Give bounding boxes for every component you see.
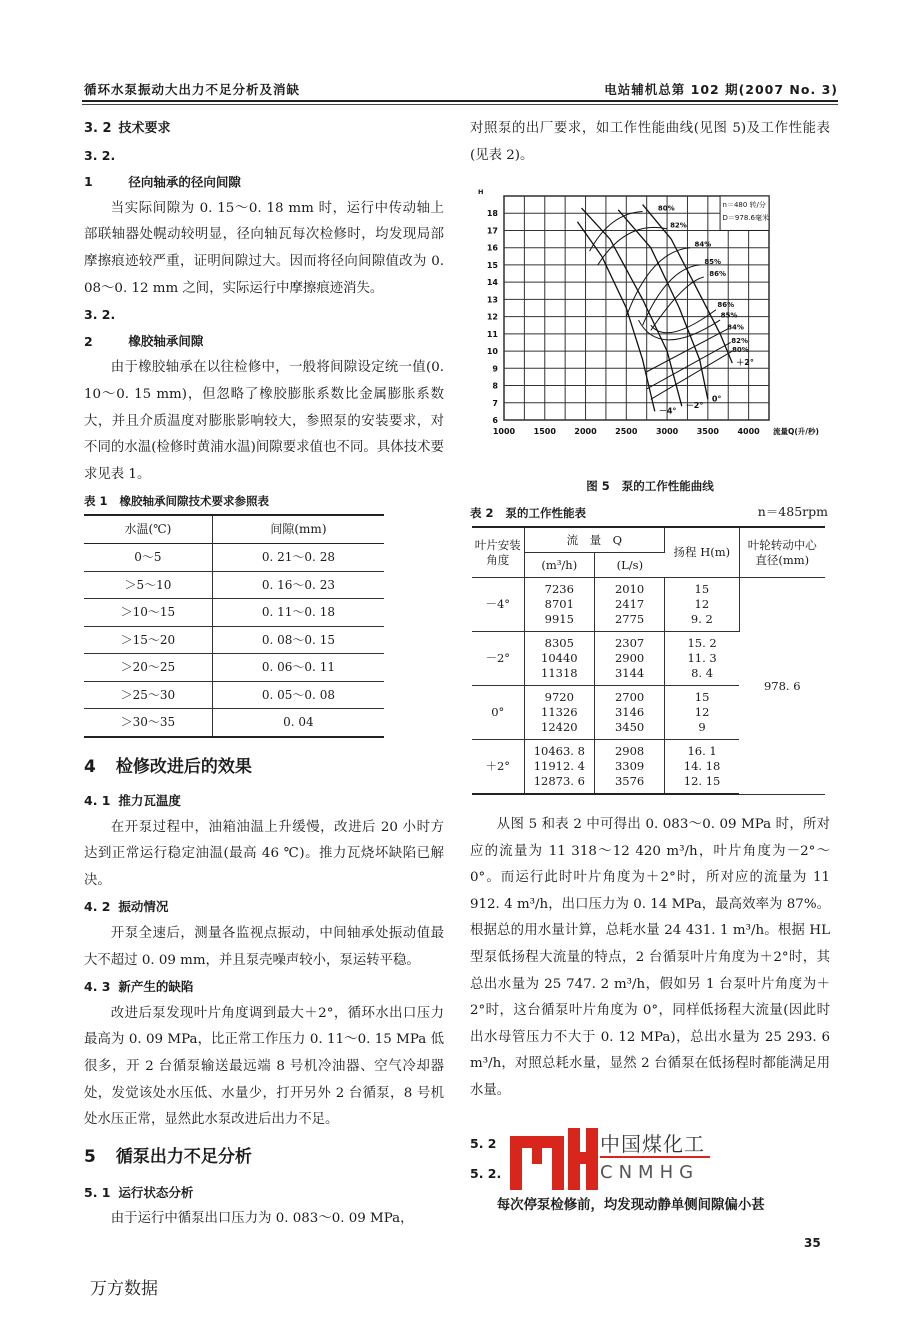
table2-value: 12873. 6 xyxy=(533,774,585,788)
table1-cell-temp: ＞15～20 xyxy=(84,626,212,654)
series-label: 0° xyxy=(711,394,722,404)
page-number: 35 xyxy=(804,1236,821,1250)
section-5-heading: 5 循泵出力不足分析 xyxy=(84,1146,252,1167)
section-5-2-heading: 5. 2 xyxy=(470,1136,497,1151)
paragraph-5-1: 由于运行中循泵出口压力为 0. 083～0. 09 MPa， xyxy=(110,1211,414,1227)
y-tick-label: 17 xyxy=(486,226,498,236)
section-4-3-heading: 4. 3 新产生的缺陷 xyxy=(84,979,194,995)
efficiency-label: 84% xyxy=(727,323,744,332)
table2-cell-m3h xyxy=(524,740,595,795)
table1-cell-temp: 0～5 xyxy=(84,543,212,571)
y-tick-label: 18 xyxy=(486,209,498,219)
logo-text-english: CNMHG xyxy=(600,1162,700,1183)
table1-cell-gap: 0. 16～0. 23 xyxy=(261,577,335,592)
paragraph-analysis: 从图 5 和表 2 中可得出 0. 083～0. 09 MPa 时，所对应的流量为 11 318～12 420 m³/h，叶片角度为－2°～0°。而运行此时叶片角度为＋2°时，所对应的流量为 11 912. 4 m³/h，出口压力为 0. 14 MPa，最高效率为 87%。根据总的用水量计算，总耗水量 24 431. 1 m³/h。根据 HL 型泵低扬程大流量的特点，2 台循泵叶片角度为＋2°时，其总出水量为 25 747. 2 m³/h，假如另 1 台泵叶片角度为＋2°时，这台循泵叶片角度为 0°，同样低扬程大流量(因此时出水母管压力不大于 0. 12 MPa)，总出水量为 25 293. 6 m³/h，对照总耗水量，显然 2 台循泵在低扬程时都能满足用水量。 xyxy=(470,817,830,1098)
efficiency-curve xyxy=(651,310,716,333)
table1 xyxy=(84,514,384,738)
efficiency-label: 80% xyxy=(657,204,675,213)
table2-value: 3576 xyxy=(614,774,645,788)
y-tick-label: 11 xyxy=(486,329,498,339)
table2-value: 16. 1 xyxy=(687,744,717,758)
running-header-left: 循环水泵振动大出力不足分析及消缺 xyxy=(84,82,301,97)
table2-value: 12 xyxy=(694,597,710,611)
table2-value: 15 xyxy=(694,582,710,596)
table2-value: 2900 xyxy=(614,651,645,665)
table2-value: 9. 2 xyxy=(690,612,713,626)
table2-value: 11. 3 xyxy=(687,651,717,665)
paragraph-3-2-1: 当实际间隙为 0. 15～0. 18 mm 时，运行中传动轴上部联轴器处幌动较明显，径向轴瓦每次检修时，均发现局部摩擦痕迹较严重，证明间隙过大。因而将径向间隙值改为 0. 08～0. 12 mm 之间，实际运行中摩擦痕迹消失。 xyxy=(84,200,444,296)
table2-value: 8701 xyxy=(544,597,574,611)
table1-row xyxy=(84,543,384,571)
x-axis-label: 流量Q(升/秒) xyxy=(773,427,819,436)
series-label: －2° xyxy=(685,401,704,411)
table2-cell-ls xyxy=(595,740,665,795)
efficiency-label: 80% xyxy=(732,345,749,354)
y-tick-label: 7 xyxy=(492,398,498,408)
table1-header-gap: 间隙(mm) xyxy=(270,522,327,537)
logo-mark-segment xyxy=(586,1128,598,1190)
series-label: ＋2° xyxy=(736,358,754,368)
x-tick-label: 3500 xyxy=(696,427,719,436)
table1-cell-temp: ＞20～25 xyxy=(84,654,212,682)
table2-header-head: 扬程 H(m) xyxy=(665,527,739,578)
table2-value: 2775 xyxy=(614,612,645,626)
y-tick-label: 9 xyxy=(492,364,498,374)
y-tick-label: 16 xyxy=(486,243,498,253)
efficiency-label: 85% xyxy=(704,257,722,266)
paragraph-3-2-2: 由于橡胶轴承在以往检修中，一般将间隙设定统一值(0. 10～0. 15 mm)，但忽略了橡胶膨胀系数比金属膨胀系数大，并且介质温度对膨胀影响较大，参照泵的安装要求，对不同的水温(检修时黄浦水温)间隙要求值也不同。具体技术要求见表 1。 xyxy=(84,360,444,482)
table1-row xyxy=(84,571,384,599)
table2-header-ls: (L/s) xyxy=(595,553,665,578)
table1-cell-gap: 0. 06～0. 11 xyxy=(261,660,335,675)
table2-value: 8305 xyxy=(544,636,574,650)
table2-caption-row xyxy=(470,502,828,521)
table2-cell-angle: ＋2° xyxy=(472,740,524,795)
logo-mark-segment xyxy=(510,1136,522,1190)
logo-mark-segment xyxy=(542,1136,552,1148)
table2-cell-head xyxy=(665,578,739,632)
table2-value: 2700 xyxy=(614,690,645,704)
right-column xyxy=(470,116,830,169)
table2-value: 3309 xyxy=(614,759,645,773)
y-tick-label: 12 xyxy=(486,312,498,322)
table1-row xyxy=(84,654,384,682)
table1-header-row xyxy=(84,515,384,543)
paragraph-4-3: 改进后泵发现叶片角度调到最大＋2°，循环水出口压力最高为 0. 09 MPa，比正常工作压力 0. 11～0. 15 MPa 低很多，开 2 台循泵输送最远端 8 号机冷油器、空气冷却器处，发觉该处水压低、水量少，打开另外 2 台循泵，8 号机处水压正常，显然此水泵改进后出力不足。 xyxy=(84,1005,444,1128)
table1-cell-gap: 0. 04 xyxy=(283,715,314,730)
watermark-wanfang: 万方数据 xyxy=(90,1279,158,1299)
cnmhg-logo xyxy=(510,1128,710,1192)
table2-header-angle: 叶片安装角度 xyxy=(472,527,524,578)
table2-caption: 表 2 泵的工作性能表 xyxy=(470,506,587,520)
table1-row xyxy=(84,681,384,709)
table2-cell-ls xyxy=(595,686,665,740)
y-tick-label: 8 xyxy=(492,381,498,391)
legend-text: n＝480 转/分 xyxy=(722,201,766,209)
table2-value: 2010 xyxy=(614,582,645,596)
table2-value: 2307 xyxy=(614,636,645,650)
table2-cell-m3h xyxy=(524,578,595,632)
table1-header-temp: 水温(℃) xyxy=(84,515,212,543)
table2-cell-angle: －4° xyxy=(472,578,524,632)
section-3-2-2-heading: 3. 2. 2 橡胶轴承间隙 xyxy=(84,307,204,349)
table2-cell-m3h xyxy=(524,632,595,686)
table1-cell-temp: ＞5～10 xyxy=(84,571,212,599)
table2 xyxy=(472,526,825,795)
x-tick-label: 2500 xyxy=(615,427,638,436)
table2-value: 2417 xyxy=(614,597,645,611)
table1-cell-temp: ＞10～15 xyxy=(84,599,212,627)
efficiency-label: 86% xyxy=(717,301,735,309)
paragraph-4-2: 开泵全速后，测量各监视点振动，中间轴承处振动值最大不超过 0. 09 mm，并且泵壳噪声较小，泵运转平稳。 xyxy=(84,926,444,968)
logo-mark-segment xyxy=(568,1128,580,1190)
figure5-caption: 图 5 泵的工作性能曲线 xyxy=(586,479,714,493)
section-5-1-heading: 5. 1 运行状态分析 xyxy=(84,1184,194,1200)
table1-row xyxy=(84,599,384,627)
table2-cell-angle: －2° xyxy=(472,632,524,686)
table1-cell-gap: 0. 05～0. 08 xyxy=(261,687,335,702)
right-column-lower xyxy=(470,812,830,1105)
table2-value: 14. 18 xyxy=(683,759,721,773)
table1-caption: 表 1 橡胶轴承间隙技术要求参照表 xyxy=(84,494,270,509)
paragraph-5-2-1: 每次停泵检修前，均发现动静单侧间隙偏小甚 xyxy=(496,1197,765,1213)
running-header-right: 电站辅机总第 102 期(2007 No. 3) xyxy=(604,82,838,97)
table1-cell-temp: ＞25～30 xyxy=(84,681,212,709)
efficiency-label: 84% xyxy=(694,240,712,249)
table2-value: 11326 xyxy=(541,705,578,719)
x-tick-label: 3000 xyxy=(655,427,679,436)
table2-value: 10463. 8 xyxy=(533,744,585,758)
table1-cell-gap: 0. 21～0. 28 xyxy=(261,549,335,564)
table2-value: 3450 xyxy=(614,720,645,734)
table2-value: 3146 xyxy=(614,705,645,719)
table2-value: 2908 xyxy=(614,744,645,758)
paragraph-continued: 对照泵的出厂要求，如工作性能曲线(见图 5)及工作性能表(见表 2)。 xyxy=(470,121,830,163)
y-tick-label: 14 xyxy=(486,278,498,288)
logo-mark-segment xyxy=(580,1152,586,1164)
section-3-2-heading: 3. 2 技术要求 xyxy=(84,121,171,136)
table2-cell-head xyxy=(665,632,739,686)
y-tick-label: 15 xyxy=(486,260,498,270)
table2-value: 3144 xyxy=(614,666,645,680)
table2-value: 8. 4 xyxy=(691,666,714,680)
y-tick-label: 6 xyxy=(492,416,498,425)
table2-value: 11318 xyxy=(541,666,578,680)
section-5-2-1-heading: 5. 2. xyxy=(470,1166,502,1181)
table2-value: 15 xyxy=(694,690,710,704)
efficiency-label: 86% xyxy=(709,269,726,278)
table2-value: 12 xyxy=(694,705,710,719)
table2-value: 15. 2 xyxy=(687,636,717,650)
section-4-2-heading: 4. 2 振动情况 xyxy=(84,899,169,915)
x-tick-label: 2000 xyxy=(574,427,597,436)
left-column xyxy=(84,116,444,1233)
y-tick-label: 13 xyxy=(486,295,498,305)
logo-text-chinese: 中国煤化工 xyxy=(600,1132,705,1156)
table1-cell-gap: 0. 08～0. 15 xyxy=(261,632,335,647)
efficiency-curve xyxy=(651,351,733,399)
table2-cell-m3h xyxy=(524,686,595,740)
pump-performance-chart xyxy=(474,182,834,457)
table2-row xyxy=(472,578,825,632)
table2-cell-ls xyxy=(595,632,665,686)
table2-cell-ls xyxy=(595,578,665,632)
table1-cell-gap: 0. 11～0. 18 xyxy=(261,605,335,620)
table2-value: 9720 xyxy=(544,690,574,704)
table2-value: 9915 xyxy=(544,612,574,626)
logo-mark-segment xyxy=(532,1136,542,1164)
header-rule-thin xyxy=(82,104,838,105)
table2-value: 12. 15 xyxy=(683,774,721,788)
legend-text: D＝978.6毫米 xyxy=(722,214,769,222)
y-axis-label: H xyxy=(478,188,484,196)
table2-header-m3h: (m³/h) xyxy=(524,553,595,578)
x-tick-label: 1500 xyxy=(533,427,556,436)
mh-logo-mark-icon xyxy=(510,1128,600,1190)
table2-value: 10440 xyxy=(541,651,578,665)
table2-cell-diameter: 978. 6 xyxy=(739,578,825,795)
efficiency-label: 82% xyxy=(670,221,687,230)
table2-cell-head xyxy=(665,740,739,795)
table2-cell-angle: 0° xyxy=(472,686,524,740)
table1-row xyxy=(84,709,384,737)
table2-header-diameter: 叶轮转动中心直径(mm) xyxy=(739,527,825,578)
section-4-1-heading: 4. 1 推力瓦温度 xyxy=(84,793,181,809)
table2-value: 11912. 4 xyxy=(533,759,585,773)
y-tick-label: 10 xyxy=(486,347,498,357)
section-4-heading: 4 检修改进后的效果 xyxy=(84,757,252,778)
table1-cell-temp: ＞30～35 xyxy=(84,709,212,737)
x-tick-label: 4000 xyxy=(737,427,760,436)
header-rule xyxy=(82,100,838,102)
table2-header-flow: 流 量 Q xyxy=(524,527,665,553)
x-tick-label: 1000 xyxy=(492,427,516,436)
table1-row xyxy=(84,626,384,654)
table2-value: 7236 xyxy=(544,582,574,596)
paragraph-4-1: 在开泵过程中，油箱油温上升缓慢，改进后 20 小时方达到正常运行稳定油温(最高 46 ℃)。推力瓦烧坏缺陷已解决。 xyxy=(84,819,444,888)
logo-mark-segment xyxy=(522,1136,532,1148)
efficiency-label: 82% xyxy=(731,337,748,346)
section-3-2-1-heading: 3. 2. 1 径向轴承的径向间隙 xyxy=(84,147,241,190)
series-label: －4° xyxy=(658,406,677,416)
efficiency-label: 85% xyxy=(720,311,738,320)
table2-value: 9 xyxy=(698,720,706,734)
logo-mark-segment xyxy=(552,1136,564,1190)
logo-underline xyxy=(600,1156,710,1158)
table2-speed-note: n＝485rpm xyxy=(757,504,828,519)
table2-cell-head xyxy=(665,686,739,740)
table2-value: 12420 xyxy=(541,720,578,734)
